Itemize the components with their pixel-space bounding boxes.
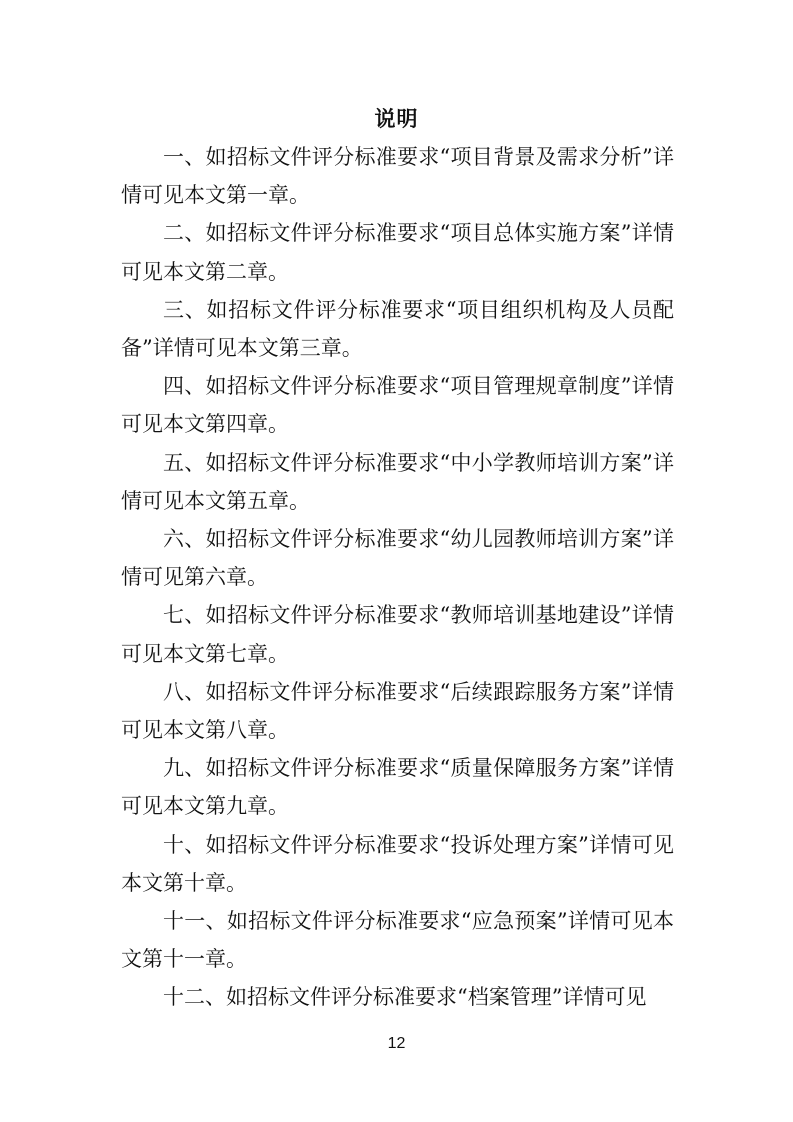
paragraph-7: 七、如招标文件评分标准要求“教师培训基地建设”详情可见本文第七章。 (121, 603, 674, 666)
paragraph-12: 十二、如招标文件评分标准要求“档案管理”详情可见 (163, 985, 647, 1010)
paragraph-3: 三、如招标文件评分标准要求“项目组织机构及人员配备”详情可见本文第三章。 (121, 297, 674, 361)
document-body (121, 138, 674, 1017)
paragraph-5: 五、如招标文件评分标准要求“中小学教师培训方案”详情可见本文第五章。 (121, 450, 674, 513)
page-number: 12 (387, 1035, 406, 1052)
paragraph-8: 八、如招标文件评分标准要求“后续跟踪服务方案”详情可见本文第八章。 (121, 679, 674, 743)
paragraph-2: 二、如招标文件评分标准要求“项目总体实施方案”详情可见本文第二章。 (121, 221, 674, 284)
paragraph-11: 十一、如招标文件评分标准要求“应急预案”详情可见本文第十一章。 (121, 909, 674, 972)
paragraph-10: 十、如招标文件评分标准要求“投诉处理方案”详情可见本文第十章。 (121, 832, 674, 895)
paragraph-6: 六、如招标文件评分标准要求“幼儿园教师培训方案”详情可见第六章。 (121, 527, 674, 590)
paragraph-4: 四、如招标文件评分标准要求“项目管理规章制度”详情可见本文第四章。 (121, 374, 674, 437)
page-title: 说明 (374, 106, 419, 131)
paragraph-1: 一、如招标文件评分标准要求“项目背景及需求分析”详情可见本文第一章。 (121, 145, 674, 208)
paragraph-9: 九、如招标文件评分标准要求“质量保障服务方案”详情可见本文第九章。 (121, 756, 674, 819)
